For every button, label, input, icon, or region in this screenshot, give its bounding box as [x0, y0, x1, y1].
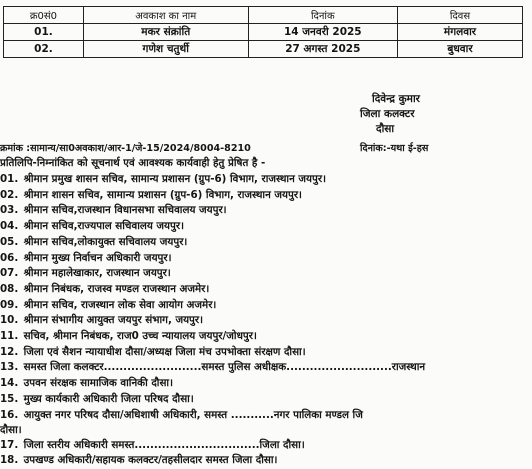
- header-day: दिवस: [398, 7, 523, 24]
- item-number: 04.: [0, 220, 19, 233]
- list-item: [0, 266, 520, 282]
- list-item: [0, 438, 520, 454]
- copy-to-intro: प्रतिलिपि-निम्नांकित को सूचनार्थ एवं आवश्यक कार्यवाही हेतु प्रेषित है -: [0, 157, 266, 169]
- item-number: 13.: [0, 361, 19, 374]
- item-number: 17.: [0, 438, 19, 451]
- row-holiday-name: मकर संक्रांति: [83, 24, 248, 41]
- header-date: दिनांक: [248, 7, 397, 24]
- list-item: [0, 188, 520, 204]
- list-item: [0, 235, 520, 251]
- item-number: 05.: [0, 235, 19, 248]
- list-item: [0, 392, 520, 408]
- item-text: श्रीमान शासन सचिव, सामान्य प्रशासन (ग्रुप-6) विभाग, राजस्थान जयपुर।: [23, 188, 302, 201]
- holiday-table: [3, 6, 523, 58]
- table-row: [4, 41, 523, 58]
- signatory-name: दिवेन्द्र कुमार: [372, 93, 420, 105]
- table-row: [4, 24, 523, 41]
- row-holiday-name: गणेश चतुर्थी: [83, 41, 248, 58]
- item-text: जिला स्तरीय अधिकारी समस्त................................जिला दौसा।: [23, 438, 305, 451]
- item-text: श्रीमान प्रमुख शासन सचिव, सामान्य प्रशासन (ग्रुप-6) विभाग, राजस्थान जयपुर।: [23, 173, 326, 185]
- list-item: [0, 203, 520, 219]
- item-number: 14.: [0, 377, 19, 390]
- row-day: बुधवार: [398, 41, 523, 58]
- item-number: 18.: [0, 454, 19, 467]
- item-text: मुख्य कार्यकारी अधिकारी जिला परिषद दौसा।: [23, 392, 194, 405]
- list-item: [0, 408, 470, 438]
- signatory-place: दौसा: [376, 123, 395, 135]
- item-number: 07.: [0, 267, 19, 280]
- header-holiday-name: अवकाश का नाम: [83, 7, 248, 24]
- item-text: श्रीमान सचिव,राजस्थान विधानसभा सचिवालय जयपुर।: [23, 204, 227, 217]
- list-item: [0, 345, 520, 361]
- list-item: [0, 313, 520, 329]
- item-number: 12.: [0, 345, 19, 358]
- row-date: 14 जनवरी 2025: [248, 24, 397, 41]
- item-text: श्रीमान महालेखाकार, राजस्थान जयपुर।: [23, 267, 171, 280]
- list-item: [0, 219, 520, 235]
- item-text-continuation: दौसा।: [0, 423, 22, 436]
- list-item: [0, 360, 520, 376]
- item-text: श्रीमान निबंधक, राजस्व मण्डल राजस्थान अजमेर।: [23, 282, 210, 295]
- item-text: श्रीमान सचिव,राज्यपाल सचिवालय जयपुर।: [23, 220, 184, 233]
- list-item: [0, 453, 520, 469]
- item-number: 01.: [0, 173, 19, 185]
- reference-number: क्रमांक :सामान्य/सा0अवकाश/आर-1/जे-15/2024/8004-8210: [0, 143, 251, 154]
- item-number: 03.: [0, 204, 19, 217]
- list-item: [0, 298, 520, 314]
- item-number: 08.: [0, 282, 19, 295]
- item-text: समस्त जिला कलक्टर.........................समस्त पुलिस अधीक्षक...........................राजस्थान: [23, 361, 426, 374]
- header-sno: क्र0सं0: [4, 7, 84, 24]
- item-number: 09.: [0, 298, 19, 311]
- row-sno: 02.: [4, 41, 84, 58]
- table-header-row: [4, 7, 523, 24]
- list-item: [0, 329, 520, 345]
- item-text: श्रीमान सचिव,लोकायुक्त सचिवालय जयपुर।: [23, 235, 188, 248]
- item-number: 15.: [0, 392, 19, 405]
- item-text: श्रीमान सचिव, राजस्थान लोक सेवा आयोग अजमेर।: [23, 298, 217, 311]
- row-day: मंगलवार: [398, 24, 523, 41]
- item-text: उपवन संरक्षक सामाजिक वानिकी दौसा।: [23, 377, 174, 390]
- item-number: 10.: [0, 314, 19, 327]
- recipient-list: [0, 172, 520, 469]
- item-number: 02.: [0, 188, 19, 201]
- item-text: उपखण्ड अधिकारी/सहायक कलक्टर/तहसीलदार समस्त जिला दौसा।: [23, 454, 278, 467]
- item-text: सचिव, श्रीमान निबंधक, राज0 उच्च न्यायालय जयपुर/जोधपुर।: [23, 330, 257, 343]
- item-text: जिला एवं सैशन न्यायाधीश दौसा/अध्यक्ष जिला मंच उपभोक्ता संरक्षण दौसा।: [23, 345, 306, 358]
- item-text: श्रीमान मुख्य निर्वाचन अधिकारी जयपुर।: [23, 251, 172, 264]
- item-text: आयुक्त नगर परिषद दौसा/अधिशाषी अधिकारी, समस्त ...........नगर पालिका मण्डल जि: [23, 408, 363, 421]
- item-number: 16.: [0, 408, 19, 421]
- list-item: [0, 282, 520, 298]
- item-number: 06.: [0, 251, 19, 264]
- signatory-designation: जिला कलक्टर: [360, 108, 415, 120]
- reference-date: दिनांक:-यथा ई-हस: [360, 143, 429, 154]
- list-item: [0, 251, 520, 267]
- list-item: [0, 376, 520, 392]
- row-date: 27 अगस्त 2025: [248, 41, 397, 58]
- list-item: [0, 172, 520, 188]
- row-sno: 01.: [4, 24, 84, 41]
- item-number: 11.: [0, 330, 19, 343]
- item-text: श्रीमान संभागीय आयुक्त जयपुर संभाग, जयपुर।: [23, 314, 204, 327]
- reference-line: [0, 141, 520, 154]
- signature-block: [352, 92, 532, 137]
